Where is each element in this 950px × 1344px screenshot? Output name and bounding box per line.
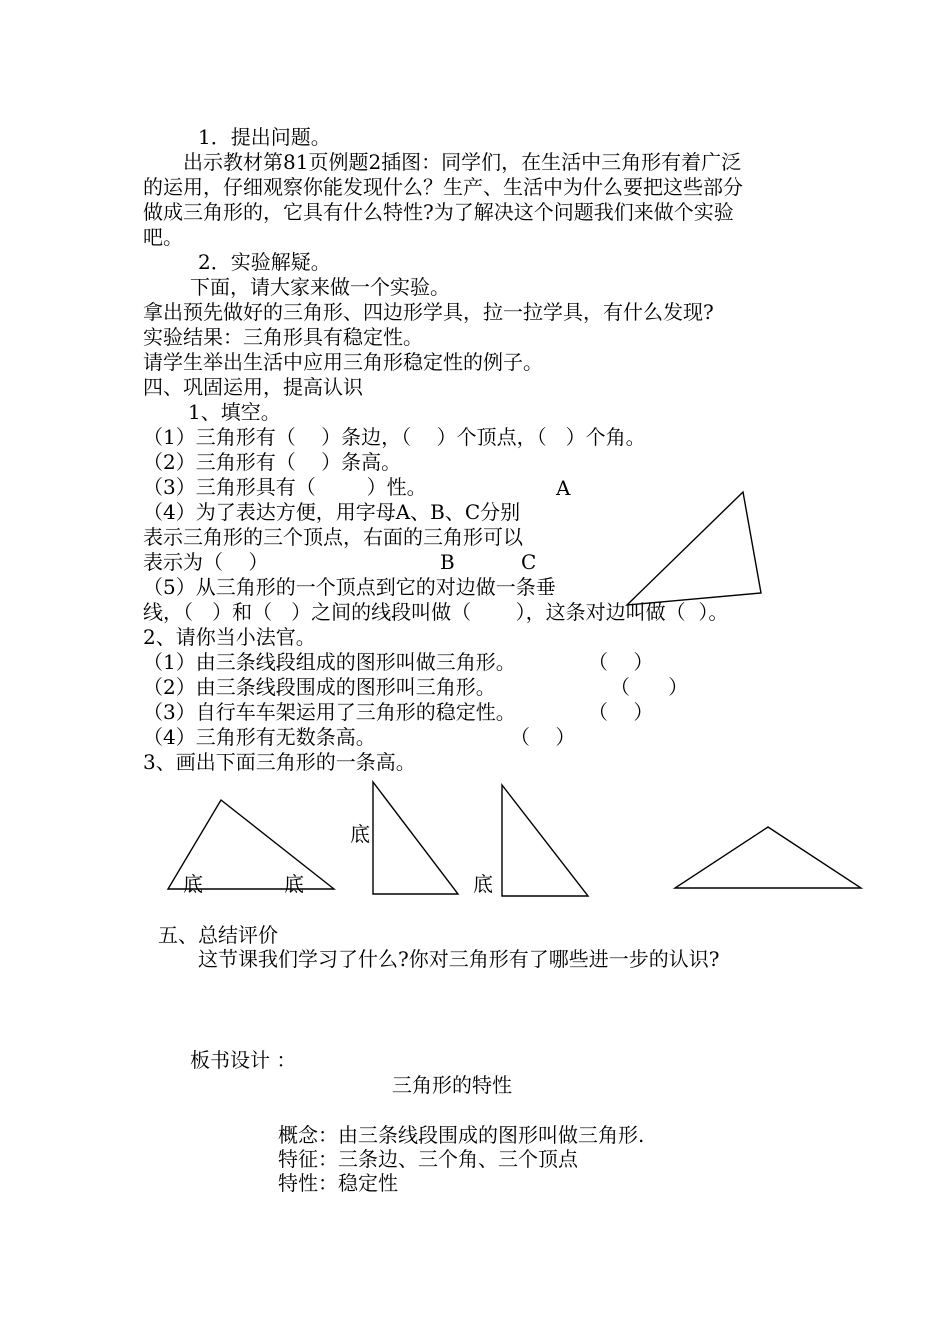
base-label: 底	[284, 872, 304, 896]
vertex-label-a: A	[556, 476, 571, 500]
step1-title: 1．提出问题。	[198, 125, 331, 149]
judge-paren-2: （ ）	[610, 675, 689, 699]
base-label: 底	[350, 822, 370, 846]
step1-para-line: 吧。	[143, 225, 183, 249]
triangle-exercise-2	[373, 782, 458, 894]
fill-item-4: （4）为了表达方便，用字母A、B、C分别	[143, 500, 521, 524]
board-heading: 板书设计 ：	[190, 1048, 297, 1072]
board-line-property: 特性：稳定性	[278, 1171, 398, 1195]
section5-text: 这节课我们学习了什么?你对三角形有了哪些进一步的认识?	[198, 947, 720, 971]
triangle-exercise-3	[502, 785, 588, 896]
board-line-concept: 概念：由三条线段围成的图形叫做三角形.	[278, 1123, 645, 1147]
judge-paren-1: （ ）	[588, 650, 654, 674]
fill-item-4-answer: 表示为（ ）	[143, 550, 269, 574]
step1-para-line: 出示教材第81页例题2插图：同学们，在生活中三角形有着广泛	[183, 150, 742, 174]
section4-title: 四、巩固运用，提高认识	[143, 375, 363, 399]
fill-item-2: （2）三角形有（ ）条高。	[143, 450, 402, 474]
fill-item-5: （5）从三角形的一个顶点到它的对边做一条垂	[143, 575, 556, 599]
step2-title: 2．实验解疑。	[198, 250, 331, 274]
judge-item-2: （2）由三条线段围成的图形叫三角形。	[143, 675, 496, 699]
judge-item-3: （3）自行车车架运用了三角形的稳定性。	[143, 700, 516, 724]
triangle-exercise-4	[675, 827, 861, 888]
board-title: 三角形的特性	[392, 1073, 512, 1097]
step1-para-line: 做成三角形的，它具有什么特性?为了解决这个问题我们来做个实验	[143, 200, 734, 224]
fill-title: 1、填空。	[188, 400, 281, 424]
fill-item-3: （3）三角形具有（ ）性。	[143, 475, 427, 499]
fill-item-5-cont: 线，（ ）和（ ）之间的线段叫做（ ），这条对边叫做（ ）。	[143, 600, 729, 624]
judge-item-1: （1）由三条线段组成的图形叫做三角形。	[143, 650, 516, 674]
draw-title: 3、画出下面三角形的一条高。	[143, 750, 416, 774]
judge-item-4: （4）三角形有无数条高。	[143, 725, 376, 749]
fill-item-4-cont: 表示三角形的三个顶点，右面的三角形可以	[143, 525, 523, 549]
base-label: 底	[473, 872, 493, 896]
board-line-feature: 特征：三条边、三个角、三个顶点	[278, 1147, 578, 1171]
triangle-abc	[627, 492, 761, 605]
judge-paren-4: （ ）	[510, 725, 576, 749]
step2-line: 请学生举出生活中应用三角形稳定性的例子。	[143, 350, 543, 374]
step2-line: 下面，请大家来做一个实验。	[190, 275, 450, 299]
judge-title: 2、请你当小法官。	[143, 625, 316, 649]
vertex-label-c: C	[521, 550, 537, 574]
step2-line: 实验结果：三角形具有稳定性。	[143, 325, 423, 349]
step1-para-line: 的运用，仔细观察你能发现什么？生产、生活中为什么要把这些部分	[143, 175, 743, 199]
base-label: 底	[183, 872, 203, 896]
fill-item-1: （1）三角形有（ ）条边，（ ）个顶点，（ ）个角。	[143, 425, 646, 449]
judge-paren-3: （ ）	[588, 700, 654, 724]
section5-title: 五、总结评价	[158, 923, 278, 947]
vertex-label-b: B	[440, 550, 455, 574]
step2-line: 拿出预先做好的三角形、四边形学具，拉一拉学具，有什么发现?	[143, 300, 714, 324]
